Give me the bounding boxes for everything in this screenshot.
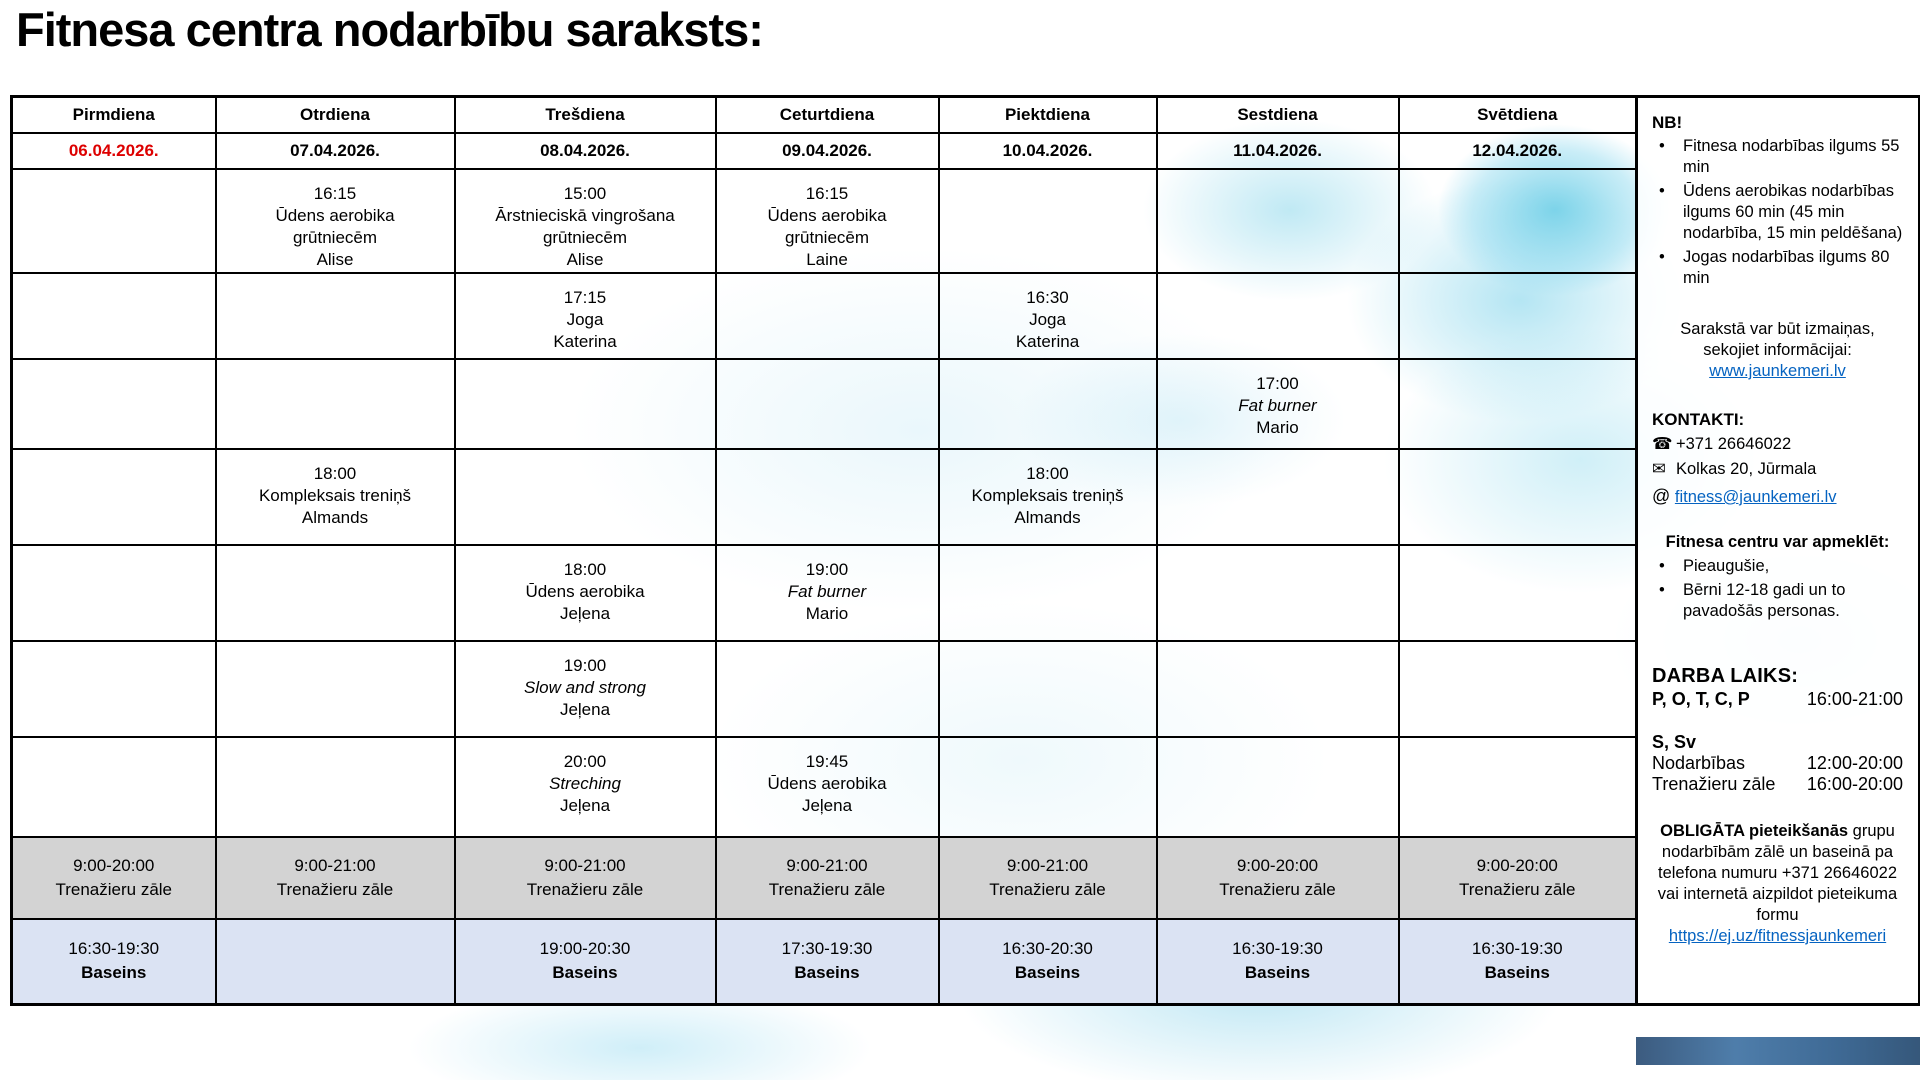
empty-pool-cell-otrdiena [216,919,455,1005]
empty-cell-otrdiena-r3 [216,359,455,449]
gym-cell-sestdiena: 9:00-20:00 Trenažieru zāle [1157,837,1399,919]
weekday-hours-value: 16:00-21:00 [1806,689,1903,709]
empty-cell-otrdiena-r7 [216,737,455,837]
schedule-table [10,95,1638,1006]
gym-hours-row [12,837,1637,919]
class-row-7 [12,737,1637,837]
weekday-hours-row [1652,689,1903,710]
empty-cell-sestdiena-r5 [1157,545,1399,641]
class-cell-sestdiena-r3: 17:00 Fat burner Mario [1157,359,1399,449]
class-cell-otrdiena-r1: 16:15 Ūdens aerobika grūtniecēm Alise [216,169,455,273]
empty-cell-svetdiena-r2 [1399,273,1637,359]
phone-line [1652,434,1903,455]
class-cell-tresdiena-r7: 20:00 Streching Jeļena [455,737,716,837]
gym-cell-otrdiena: 9:00-21:00 Trenažieru zāle [216,837,455,919]
empty-cell-ceturtdiena-r3 [716,359,939,449]
date-cell-sestdiena: 11.04.2026. [1157,133,1399,169]
empty-cell-pirmdiena-r6 [12,641,216,737]
empty-cell-svetdiena-r3 [1399,359,1637,449]
pool-cell-ceturtdiena: 17:30-19:30 Baseins [716,919,939,1005]
class-row-3 [12,359,1637,449]
changes-notice-text: Sarakstā var būt izmaiņas, sekojiet informācijai: [1680,320,1875,359]
empty-cell-ceturtdiena-r4 [716,449,939,545]
class-cell-tresdiena-r2: 17:15 Joga Katerina [455,273,716,359]
class-cell-tresdiena-r1: 15:00 Ārstnieciskā vingrošana grūtniecēm Alise [455,169,716,273]
class-cell-tresdiena-r6: 19:00 Slow and strong Jeļena [455,641,716,737]
empty-cell-svetdiena-r7 [1399,737,1637,837]
class-cell-ceturtdiena-r1: 16:15 Ūdens aerobika grūtniecēm Laine [716,169,939,273]
empty-cell-svetdiena-r4 [1399,449,1637,545]
class-row-1 [12,169,1637,273]
phone-icon: ☎ [1652,435,1673,453]
nb-bullet-list [1652,136,1903,289]
weekend-hours-row-2: Trenažieru zāle 16:00-20:00 [1652,774,1903,794]
booking-bold-text: OBLIGĀTA pieteikšanās [1660,822,1849,840]
weekend-days-label: S, Sv [1652,732,1697,752]
day-header-svetdiena: Svētdiena [1399,97,1637,133]
pool-hours-row [12,919,1637,1005]
empty-cell-tresdiena-r4 [455,449,716,545]
class-row-5 [12,545,1637,641]
class-cell-piektdiena-r2: 16:30 Joga Katerina [939,273,1157,359]
class-row-6 [12,641,1637,737]
empty-cell-pirmdiena-r7 [12,737,216,837]
email-line [1652,486,1903,508]
info-sidebar [1638,95,1920,1006]
empty-cell-otrdiena-r5 [216,545,455,641]
empty-cell-sestdiena-r1 [1157,169,1399,273]
empty-cell-ceturtdiena-r6 [716,641,939,737]
weekend-hours-row-1: Nodarbības 12:00-20:00 [1652,753,1903,773]
empty-cell-otrdiena-r2 [216,273,455,359]
class-row-2 [12,273,1637,359]
date-cell-tresdiena: 08.04.2026. [455,133,716,169]
day-header-sestdiena: Sestdiena [1157,97,1399,133]
visitors-bullet-list [1652,556,1903,622]
class-cell-ceturtdiena-r7: 19:45 Ūdens aerobika Jeļena [716,737,939,837]
empty-cell-svetdiena-r5 [1399,545,1637,641]
day-header-otrdiena: Otrdiena [216,97,455,133]
at-sign: @ [1652,486,1671,506]
empty-cell-pirmdiena-r1 [12,169,216,273]
empty-cell-piektdiena-r3 [939,359,1157,449]
pool-cell-sestdiena: 16:30-19:30 Baseins [1157,919,1399,1005]
class-cell-tresdiena-r5: 18:00 Ūdens aerobika Jeļena [455,545,716,641]
gym-cell-svetdiena: 9:00-20:00 Trenažieru zāle [1399,837,1637,919]
empty-cell-piektdiena-r5 [939,545,1157,641]
empty-cell-sestdiena-r2 [1157,273,1399,359]
day-header-ceturtdiena: Ceturtdiena [716,97,939,133]
date-cell-ceturtdiena: 09.04.2026. [716,133,939,169]
gym-cell-piektdiena: 9:00-21:00 Trenažieru zāle [939,837,1157,919]
class-cell-otrdiena-r4: 18:00 Kompleksais treniņš Almands [216,449,455,545]
pool-cell-svetdiena: 16:30-19:30 Baseins [1399,919,1637,1005]
empty-cell-tresdiena-r3 [455,359,716,449]
nb-item-1: • Fitnesa nodarbības ilgums 55 min [1652,136,1903,178]
class-cell-ceturtdiena-r5: 19:00 Fat burner Mario [716,545,939,641]
day-header-tresdiena: Trešdiena [455,97,716,133]
visitors-item-1: • Pieaugušie, [1652,556,1903,577]
schedule-sheet [10,95,1920,1006]
empty-cell-svetdiena-r1 [1399,169,1637,273]
working-hours-title: DARBA LAIKS: [1652,665,1799,687]
gym-cell-ceturtdiena: 9:00-21:00 Trenažieru zāle [716,837,939,919]
changes-notice [1652,319,1903,382]
empty-cell-piektdiena-r1 [939,169,1157,273]
date-cell-pirmdiena: 06.04.2026. [12,133,216,169]
gym-cell-pirmdiena: 9:00-20:00 Trenažieru zāle [12,837,216,919]
nb-title: NB! [1652,113,1683,132]
page-title: Fitnesa centra nodarbību saraksts: [16,3,763,56]
empty-cell-sestdiena-r6 [1157,641,1399,737]
day-header-piektdiena: Piektdiena [939,97,1157,133]
day-header-pirmdiena: Pirmdiena [12,97,216,133]
empty-cell-pirmdiena-r2 [12,273,216,359]
empty-cell-svetdiena-r6 [1399,641,1637,737]
empty-cell-pirmdiena-r3 [12,359,216,449]
weekday-days-label: P, O, T, C, P [1652,689,1750,709]
envelope-icon: ✉ [1652,460,1666,478]
booking-form-link[interactable]: https://ej.uz/fitnessjaunkemeri [1668,927,1887,945]
empty-cell-pirmdiena-r4 [12,449,216,545]
date-cell-piektdiena: 10.04.2026. [939,133,1157,169]
empty-cell-piektdiena-r7 [939,737,1157,837]
pool-cell-tresdiena: 19:00-20:30 Baseins [455,919,716,1005]
weekend-hours-rows [1652,753,1903,795]
booking-text: grupu nodarbībām zālē un baseinā pa telefona numuru +371 26646022 vai internetā aizpildot pieteikuma formu [1657,822,1898,924]
class-row-4 [12,449,1637,545]
nb-item-3: • Jogas nodarbības ilgums 80 min [1652,247,1903,289]
empty-cell-otrdiena-r6 [216,641,455,737]
pool-cell-piektdiena: 16:30-20:30 Baseins [939,919,1157,1005]
visitors-item-2: • Bērni 12-18 gadi un to pavadošās personas. [1652,580,1903,622]
address-text: Kolkas 20, Jūrmala [1676,460,1817,478]
pool-cell-pirmdiena: 16:30-19:30 Baseins [12,919,216,1005]
date-cell-svetdiena: 12.04.2026. [1399,133,1637,169]
empty-cell-ceturtdiena-r2 [716,273,939,359]
nb-item-2: • Ūdens aerobikas nodarbības ilgums 60 min (45 min nodarbība, 15 min peldēšana) [1652,181,1903,244]
date-row [12,133,1637,169]
visitors-title: Fitnesa centru var apmeklēt: [1665,533,1890,551]
empty-cell-piektdiena-r6 [939,641,1157,737]
empty-cell-sestdiena-r4 [1157,449,1399,545]
class-cell-piektdiena-r4: 18:00 Kompleksais treniņš Almands [939,449,1157,545]
address-line [1652,459,1903,480]
booking-notice [1652,821,1903,947]
phone-number: +371 26646022 [1676,435,1792,453]
email-link[interactable]: fitness@jaunkemeri.lv [1674,488,1837,506]
empty-cell-sestdiena-r7 [1157,737,1399,837]
website-link[interactable]: www.jaunkemeri.lv [1709,362,1846,380]
day-header-row [12,97,1637,133]
contacts-title: KONTAKTI: [1652,410,1745,429]
date-cell-otrdiena: 07.04.2026. [216,133,455,169]
empty-cell-pirmdiena-r5 [12,545,216,641]
gym-cell-tresdiena: 9:00-21:00 Trenažieru zāle [455,837,716,919]
